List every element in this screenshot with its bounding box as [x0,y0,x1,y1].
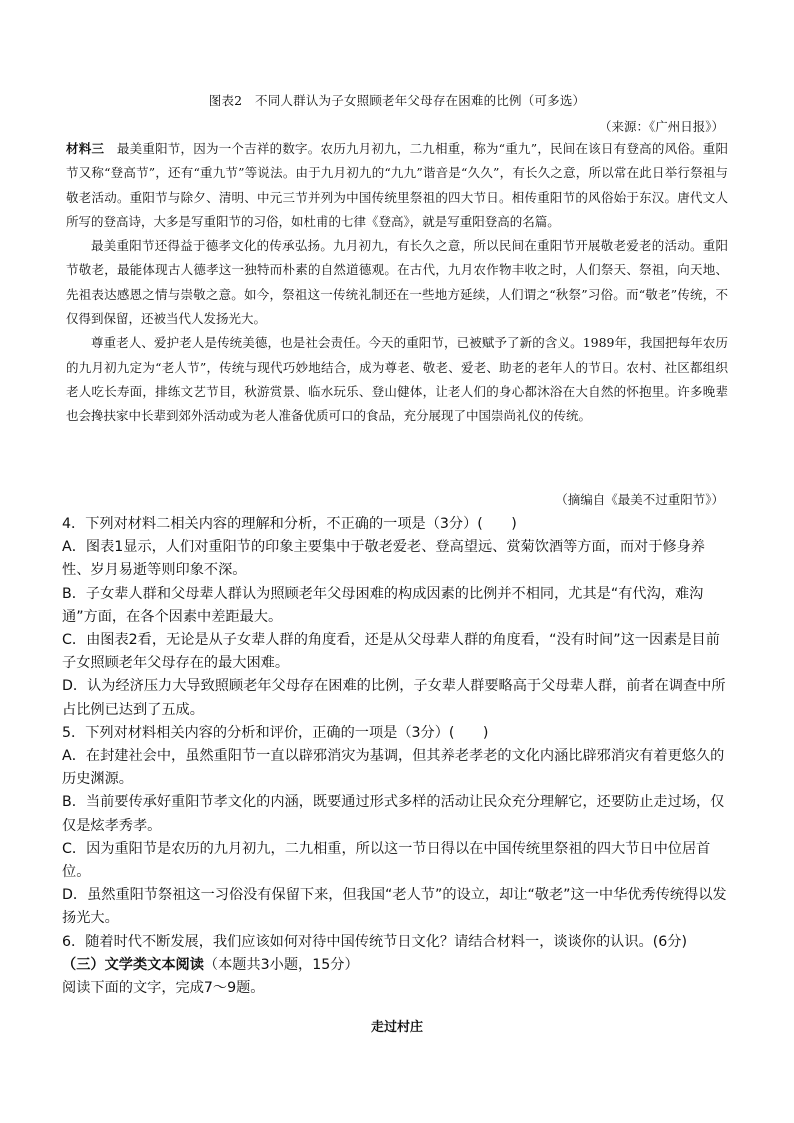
section-title: （三）文学类文本阅读 [62,956,204,973]
material-source: （摘编自《最美不过重阳节》） [555,492,724,507]
figure-caption: 图表2 不同人群认为子女照顾老年父母存在困难的比例（可多选） [208,93,586,108]
section-heading [62,954,732,977]
material-three-para-2: 最美重阳节还得益于德孝文化的传承弘扬。九月初九，有长久之意，所以民间在重阳节开展敬老爱老的活动。重阳节敬老，最能体现古人德孝这一独特而朴素的自然道德观。在古代，九月农作物丰收之时，人们祭天、祭祖，向天地、先祖表达感恩之情与崇敬之意。如今，祭祖这一传统礼制还在一些地方延续，人们谓之“秋祭”习俗。而“敬老”传统，不仅得到保留，还被当代人发扬光大。 [66,238,728,327]
option-4b: B．子女辈人群和父母辈人群认为照顾老年父母困难的构成因素的比例并不相同，尤其是“有代沟，难沟通”方面，在各个因素中差距最大。 [62,585,704,625]
section-note: （本题共3小题，15分） [203,956,359,973]
questions-block [62,513,732,1000]
option-4c: C．由图表2看，无论是从子女辈人群的角度看，还是从父母辈人群的角度看，“没有时间”这一因素是目前子女照顾老年父母存在的最大困难。 [62,632,720,672]
material-three-para-1: 材料三 最美重阳节，因为一个吉祥的数字。农历九月初九，二九相重，称为“重九”，民间在该日有登高的风俗。重阳节又称“登高节”，还有“重九节”等说法。由于九月初九的“九九”谐音是“久久”，有长久之意，所以常在此日举行祭祖与敬老活动。重阳节与除夕、清明、中元三节并列为中国传统里祭祖的四大节日。相传重阳节的风俗始于东汉。唐代文人所写的登高诗，大多是写重阳节的习俗，如杜甫的七律《登高》，就是写重阳登高的名篇。 [66,141,728,229]
question-5: 5．下列对材料相关内容的分析和评价，正确的一项是（3分）( ) [62,724,489,741]
option-4a: A．图表1显示，人们对重阳节的印象主要集中于敬老爱老、登高望远、赏菊饮酒等方面，而对于修身养性、岁月易逝等则印象不深。 [62,539,705,579]
option-5d: D．虽然重阳节祭祖这一习俗没有保留下来，但我国“老人节”的设立，却让“敬老”这一中华优秀传统得以发扬光大。 [62,887,727,927]
material-three-para-3: 尊重老人、爱护老人是传统美德，也是社会责任。今天的重阳节，已被赋予了新的含义。1989年，我国把每年农历的九月初九定为“老人节”，传统与现代巧妙地结合，成为尊老、敬老、爱老、助老的老年人的节日。农村、社区都组织老人吃长寿面，排练文艺节目，秋游赏景、临水玩乐、登山健体，让老人们的身心都沐浴在大自然的怀抱里。许多晚辈也会搀扶家中长辈到郊外活动或为老人准备优质可口的食品，充分展现了中国崇尚礼仪的传统。 [66,335,728,424]
option-4d: D．认为经济压力大导致照顾老年父母存在困难的比例，子女辈人群要略高于父母辈人群，前者在调查中所占比例已达到了五成。 [62,678,726,718]
section-instruction: 阅读下面的文字，完成7～9题。 [62,980,265,997]
material-three [66,137,728,429]
figure-source: （来源：《广州日报》） [598,119,724,134]
question-6: 6．随着时代不断发展，我们应该如何对待中国传统节日文化？请结合材料一，谈谈你的认识。(6分) [62,933,688,950]
story-title: 走过村庄 [370,1020,423,1035]
material-label: 材料三 [66,141,105,156]
option-5a: A．在封建社会中，虽然重阳节一直以辟邪消灾为基调，但其养老孝老的文化内涵比辟邪消灾有着更悠久的历史渊源。 [62,748,725,788]
option-5c: C．因为重阳节是农历的九月初九，二九相重，所以这一节日得以在中国传统里祭祖的四大节日中位居首位。 [62,840,711,881]
question-4: 4．下列对材料二相关内容的理解和分析，不正确的一项是（3分）( ) [62,516,517,532]
option-5b: B．当前要传承好重阳节孝文化的内涵，既要通过形式多样的活动让民众充分理解它，还要防止走过场，仅仅是炫孝秀孝。 [62,794,725,834]
